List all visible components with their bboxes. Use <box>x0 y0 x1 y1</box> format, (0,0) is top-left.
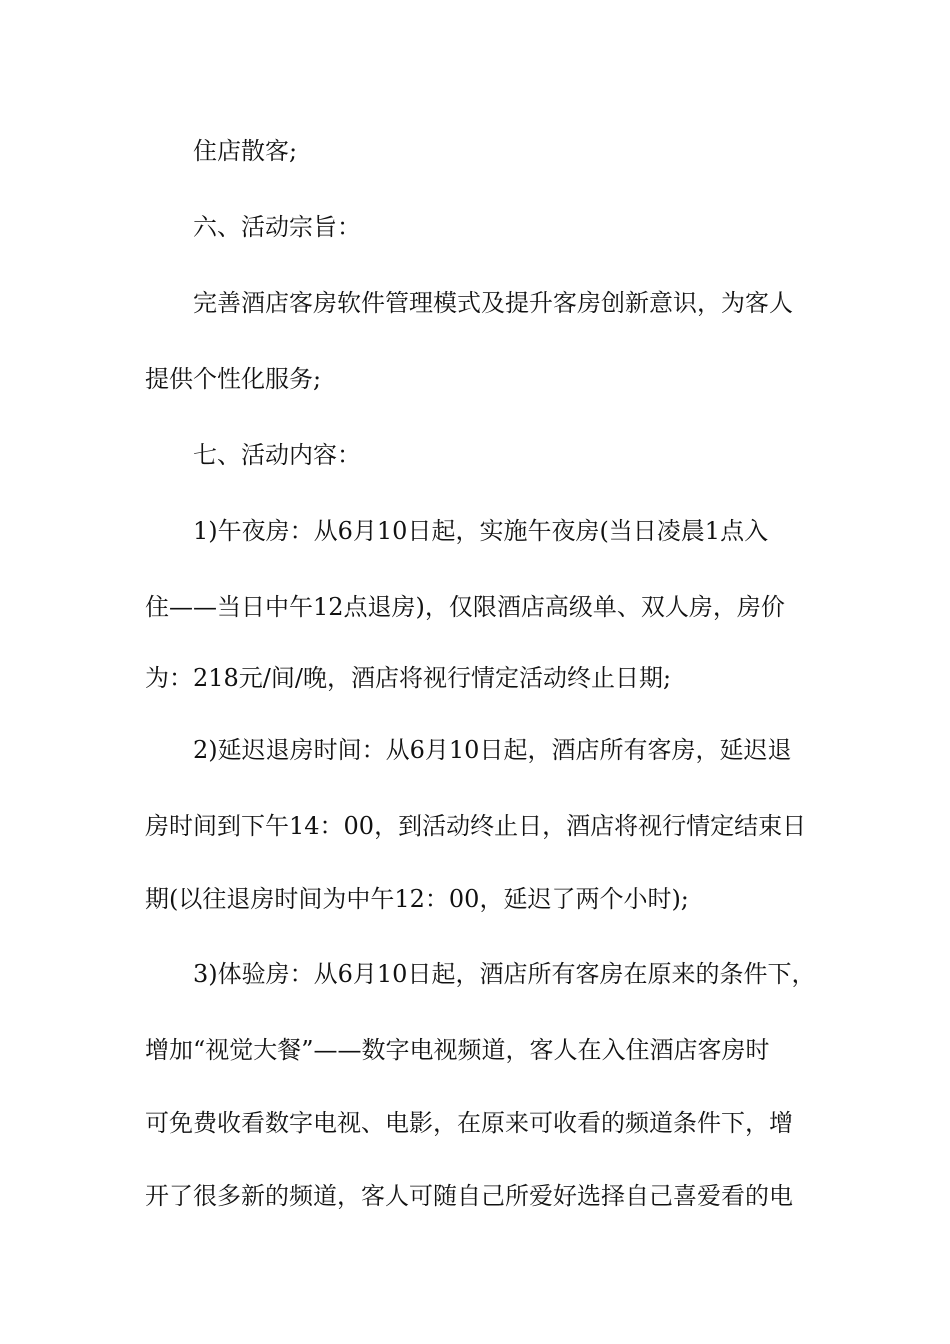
item-3-line-4: 开了很多新的频道，客人可随自己所爱好选择自己喜爱看的电 <box>145 1182 793 1210</box>
item-1-line-1: 1)午夜房：从6月10日起，实施午夜房(当日凌晨1点入 <box>193 517 769 545</box>
item-2-line-2: 房时间到下午14：00，到活动终止日，酒店将视行情定结束日 <box>145 812 807 840</box>
item-1-line-3: 为：218元/间/晚，酒店将视行情定活动终止日期; <box>145 664 672 692</box>
item-1-line-2: 住——当日中午12点退房)，仅限酒店高级单、双人房，房价 <box>145 593 785 621</box>
item-2-line-3: 期(以往退房时间为中午12：00，延迟了两个小时); <box>145 885 689 913</box>
section-heading-content: 七、活动内容： <box>193 441 361 469</box>
item-2-line-1: 2)延迟退房时间：从6月10日起，酒店所有客房，延迟退 <box>193 736 792 764</box>
item-3-line-2: 增加“视觉大餐”——数字电视频道，客人在入住酒店客房时 <box>145 1036 770 1064</box>
text-line-1: 住店散客; <box>193 137 298 165</box>
paragraph-purpose-line-1: 完善酒店客房软件管理模式及提升客房创新意识，为客人 <box>193 289 793 317</box>
section-heading-purpose: 六、活动宗旨： <box>193 213 361 241</box>
item-3-line-1: 3)体验房：从6月10日起，酒店所有客房在原来的条件下， <box>193 960 816 988</box>
item-3-line-3: 可免费收看数字电视、电影，在原来可收看的频道条件下，增 <box>145 1109 793 1137</box>
paragraph-purpose-line-2: 提供个性化服务; <box>145 365 322 393</box>
